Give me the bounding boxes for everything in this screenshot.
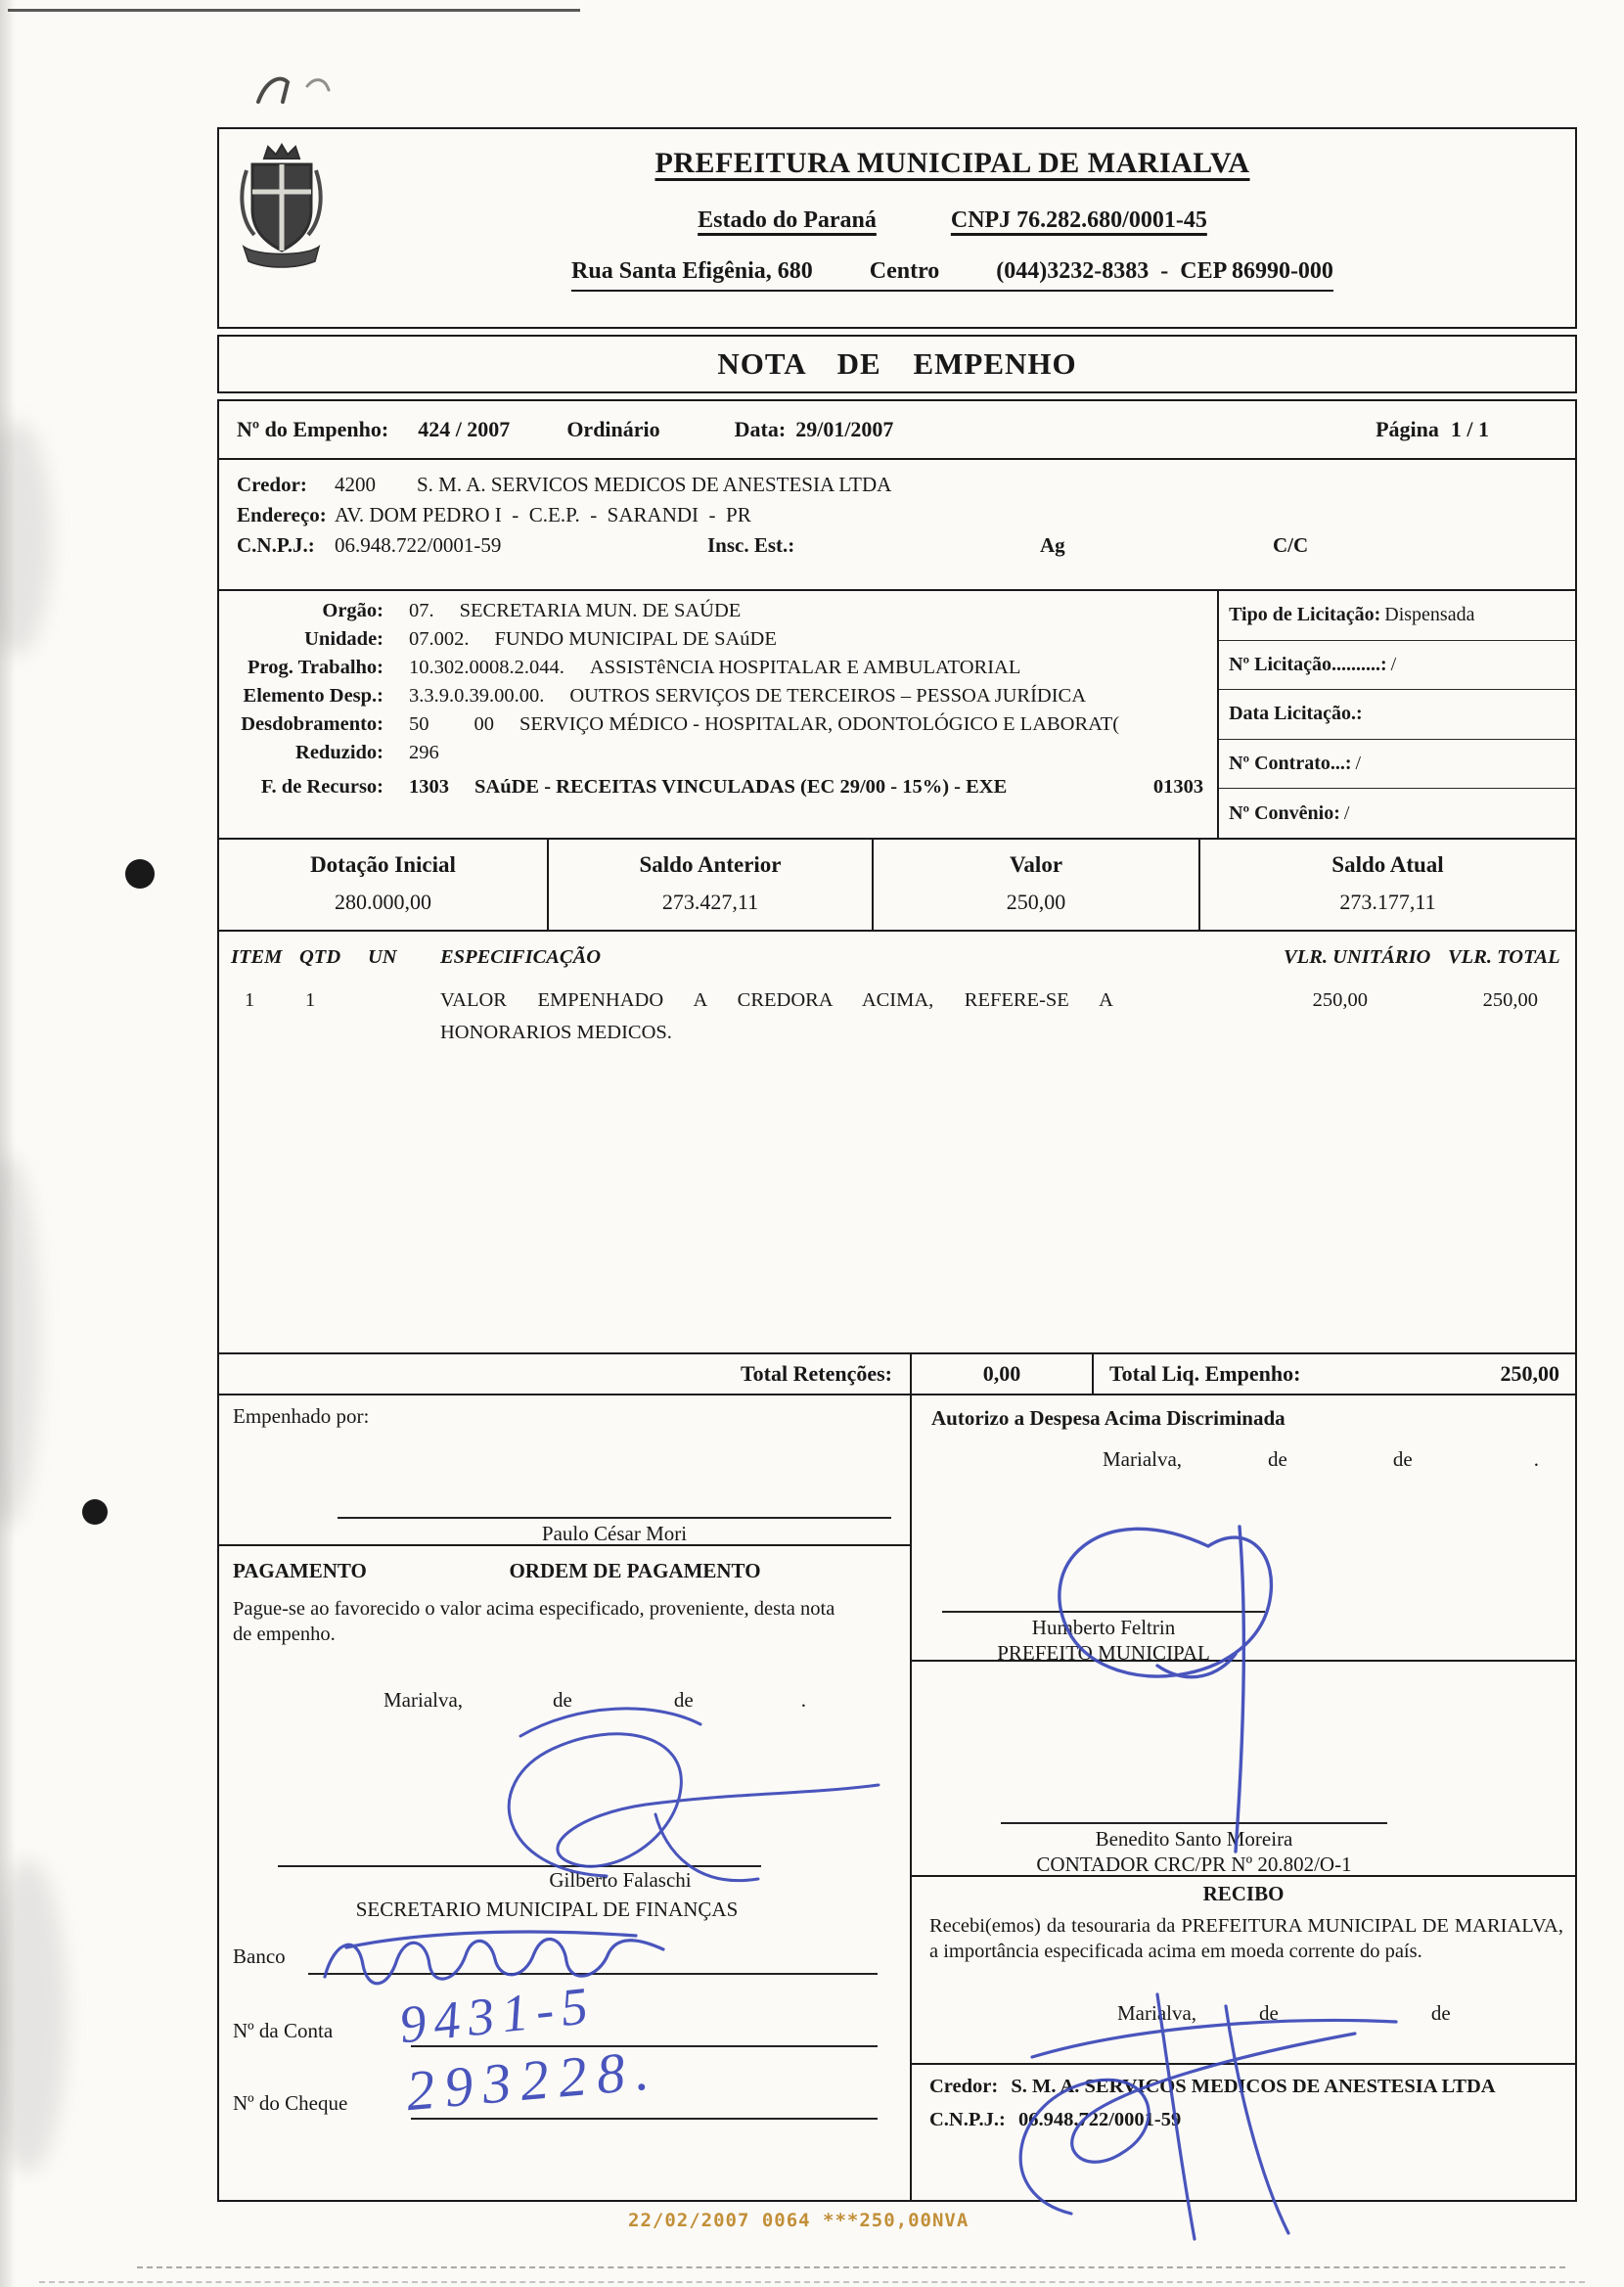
budget-desc: FUNDO MUNICIPAL DE SAúDE [494,628,777,650]
budget-label: Prog. Trabalho: [248,657,383,678]
budget-code: 07.002. [409,628,470,650]
signer-title-accountant: CONTADOR CRC/PR Nº 20.802/O-1 [1036,1852,1352,1876]
signer-title-mayor: PREFEITO MUNICIPAL [997,1641,1210,1665]
page-label: Página [1376,417,1439,442]
address-label: Endereço: [237,503,327,526]
state-line: Estado do Paraná [698,206,877,233]
city-name: Marialva, [383,1688,464,1712]
recibo-credor-name: S. M. A. SERVICOS MEDICOS DE ANESTESIA LTDA [1011,2076,1496,2097]
recibo-cnpj-label: C.N.P.J.: [929,2109,1006,2130]
signature-ink-recibo [934,1967,1423,2261]
budget-desc: OUTROS SERVIÇOS DE TERCEIROS – PESSOA JURÍDICA [569,685,1087,707]
licitacao-row-data [1219,690,1575,740]
budget-code: 1303 [409,776,449,798]
budget-code: 50 [409,713,429,735]
totals-col-saldo-anterior [549,840,874,930]
items-header-spec: ESPECIFICAÇÃO [440,946,602,968]
org-district: Centro [869,257,940,284]
section-divider [912,1875,1575,1877]
totals-value: 250,00 [1006,889,1066,914]
licitacao-value: / [1390,653,1397,675]
banco-label: Banco [233,1944,286,1968]
budget-desc: SERVIÇO MÉDICO - HOSPITALAR, ODONTOLÓGICO E LABORAT( [519,713,1120,735]
ordem-pagamento-title: ORDEM DE PAGAMENTO [509,1559,761,1582]
licitacao-label: Nº Contrato...: [1229,753,1352,775]
autorizo-date-line [1103,1446,1539,1472]
ink-blot-artifact [82,1499,108,1525]
liquido-label: Total Liq. Empenho: [1109,1361,1301,1387]
insc-est-label: Insc. Est.: [707,533,795,557]
page-value: 1 / 1 [1450,417,1489,442]
items-header-qtd: QTD [299,946,341,968]
licitacao-row-tipo [1219,591,1575,641]
recibo-credor-label: Credor: [929,2076,999,2097]
letterhead [217,127,1577,329]
de-word: de [673,1688,694,1712]
credor-name: S. M. A. SERVICOS MEDICOS DE ANESTESIA LTDA [417,473,892,496]
totals-header: Saldo Anterior [639,852,782,877]
cnpj-label: C.N.P.J.: [237,533,315,557]
liquido-cell [1094,1354,1575,1394]
de-word: de [1392,1447,1413,1471]
de-word: de [1268,1447,1287,1471]
period: . [800,1688,806,1712]
totals-col-valor [874,840,1200,930]
budget-label: Elemento Desp.: [243,685,383,707]
budget-code: 3.3.9.0.39.00.00. [409,685,545,707]
credor-address-row [237,502,1557,532]
credor-address: AV. DOM PEDRO I - C.E.P. - SARANDI - PR [335,503,751,526]
signature-ink-humberto-feltrin [1013,1487,1335,1859]
ink-blot-artifact [125,859,155,889]
budget-code2: 00 [474,713,494,735]
licitacao-value: Dispensada [1384,604,1475,626]
budget-code: 296 [409,742,439,763]
de-word: de [1430,2001,1451,2025]
retencoes-value-cell [912,1354,1094,1394]
pen-mark-artifact [252,67,340,114]
handwriting-cheque-number: 293228. [403,2036,661,2124]
conta-label: Nº da Conta [233,2019,334,2042]
item-number: 1 [245,989,255,1011]
scan-smudge [0,1155,39,1527]
budget-code: 07. [409,600,434,621]
budget-label: Reduzido: [295,742,383,763]
signer-benedito-santo-moreira: Benedito Santo Moreira [1095,1827,1293,1851]
item-spec [440,988,1113,1045]
licitacao-value: / [1343,801,1350,824]
org-address-line [571,256,1333,292]
ag-label: Ag [1040,533,1065,557]
period: . [1533,1447,1539,1471]
signer-gilberto-falaschi: Gilberto Falaschi [549,1868,692,1892]
licitacao-column [1217,591,1575,838]
letterhead-text [341,145,1563,292]
totals-col-saldo-atual [1200,840,1575,930]
budget-label: Desdobramento: [241,713,383,735]
licitacao-label: Data Licitação.: [1229,703,1363,725]
credor-cnpj: 06.948.722/0001-59 [335,533,502,557]
retencoes-label: Total Retenções: [741,1361,892,1387]
budget-row-reduzido [233,741,1217,769]
totals-value: 273.427,11 [661,889,759,914]
budget-label: Unidade: [304,628,383,650]
empenho-number-label: Nº do Empenho: [237,417,389,442]
item-total-value: 250,00 [1482,989,1538,1011]
signature-ink-gilberto-falaschi [460,1695,890,1891]
cheque-label: Nº do Cheque [233,2091,348,2115]
scan-smudge [0,1859,67,2173]
budget-row-desdobramento [233,712,1217,741]
org-cnpj: CNPJ 76.282.680/0001-45 [950,206,1207,233]
empenho-date-label: Data: [734,417,787,442]
empenho-header-row [217,399,1577,460]
empenho-date: 29/01/2007 [795,417,894,442]
licitacao-label: Tipo de Licitação: [1229,604,1381,626]
doc-title-bar [217,335,1577,393]
items-header-item: ITEM [231,946,283,968]
items-header-total: VLR. TOTAL [1448,946,1560,968]
municipal-crest-logo [235,141,328,270]
licitacao-row-convenio [1219,789,1575,838]
budget-desc: ASSISTêNCIA HOSPITALAR E AMBULATORIAL [589,657,1021,678]
liquido-value: 250,00 [1500,1361,1559,1387]
scan-smudge [0,421,51,656]
credor-label: Credor: [237,473,307,496]
signer-paulo-cesar-mori: Paulo César Mori [541,1522,688,1545]
items-header-unit: VLR. UNITÁRIO [1284,946,1431,968]
empenho-kind: Ordinário [566,417,660,442]
handwriting-conta-number: 9431-5 [396,1975,599,2055]
pagamento-body-text: Pague-se ao favorecido o valor acima especificado, proveniente, desta nota de empenho. [233,1598,835,1645]
totals-col-dotacao [219,840,549,930]
totals-header: Dotação Inicial [310,852,456,877]
de-word: de [553,1688,572,1712]
totals-header: Saldo Atual [1331,852,1444,877]
budget-row-prog-trabalho [233,656,1217,684]
page-indicator [1376,416,1489,443]
autorizo-title: Autorizo a Despesa Acima Discriminada [931,1406,1286,1430]
budget-desc: SECRETARIA MUN. DE SAÚDE [459,600,742,621]
org-phone-cep: (044)3232-8383 - CEP 86990-000 [996,257,1333,284]
retencoes-value: 0,00 [982,1361,1021,1387]
licitacao-label: Nº Convênio: [1229,801,1340,824]
licitacao-row-contrato [1219,740,1575,790]
recibo-cnpj-value: 06.948.722/0001-59 [1017,2109,1182,2130]
credor-cnpj-row [237,532,1557,563]
budget-label: F. de Recurso: [260,776,383,798]
pagamento-title: PAGAMENTO [233,1559,367,1582]
city-name: Marialva, [1117,2001,1197,2025]
empenhado-por-label: Empenhado por: [233,1404,370,1428]
org-subline [341,206,1563,235]
recibo-body-text: Recebi(emos) da tesouraria da PREFEITURA MUNICIPAL DE MARIALVA, a importância especificada acima em moeda corrente do país. [929,1915,1563,1962]
item-qty: 1 [305,989,316,1011]
retencoes-label-cell [219,1354,912,1394]
cc-label: C/C [1273,533,1309,557]
org-street: Rua Santa Efigênia, 680 [571,257,813,284]
credor-row [237,472,1557,502]
licitacao-label: Nº Licitação..........: [1229,653,1387,675]
budget-code: 10.302.0008.2.044. [409,657,564,678]
budget-row-elemento [233,684,1217,712]
signature-line [338,1517,891,1519]
signer-title-finance-secretary: SECRETARIO MUNICIPAL DE FINANÇAS [355,1898,739,1921]
totals-header: Valor [1009,852,1063,877]
validator-stamp-text: 22/02/2007 0064 ***250,00NVA [628,2210,970,2231]
item-spec-line1: VALOR EMPENHADO A CREDORA ACIMA, REFERE-SE A [440,989,1113,1011]
item-unit-value: 250,00 [1312,989,1368,1011]
signer-humberto-feltrin: Humberto Feltrin [1031,1616,1176,1639]
licitacao-value: / [1355,753,1362,775]
doc-title: NOTA DE EMPENHO [717,345,1077,381]
recibo-title: RECIBO [1202,1882,1285,1905]
bottom-scan-edge [39,2281,1585,2283]
totals-value: 273.177,11 [1339,889,1436,914]
licitacao-row-numero [1219,641,1575,691]
budget-desc: SAúDE - RECEITAS VINCULADAS (EC 29/00 - 15%) - EXE [474,776,1008,798]
budget-row-orgao [233,599,1217,627]
credor-section [217,458,1577,591]
items-table [217,930,1577,1354]
budget-recurso-extra: 01303 [1152,776,1204,798]
budget-row-recurso [233,775,1217,803]
section-divider [219,1544,910,1546]
city-name: Marialva, [1103,1447,1183,1471]
budget-section [217,589,1577,840]
bottom-scan-edge [137,2266,1565,2268]
totals-value: 280.000,00 [335,889,431,914]
budget-label: Orgão: [322,600,383,621]
budget-row-unidade [233,627,1217,656]
empenho-number: 424 / 2007 [418,417,511,442]
totals-band [217,838,1577,932]
items-header-un: UN [368,946,397,968]
item-spec-line2: HONORARIOS MEDICOS. [440,1021,672,1043]
retencoes-row [217,1352,1577,1395]
de-word: de [1259,2001,1279,2025]
credor-code: 4200 [335,473,376,496]
scan-top-line-artifact [8,9,580,12]
budget-left [219,591,1217,838]
org-name: PREFEITURA MUNICIPAL DE MARIALVA [654,147,1250,179]
